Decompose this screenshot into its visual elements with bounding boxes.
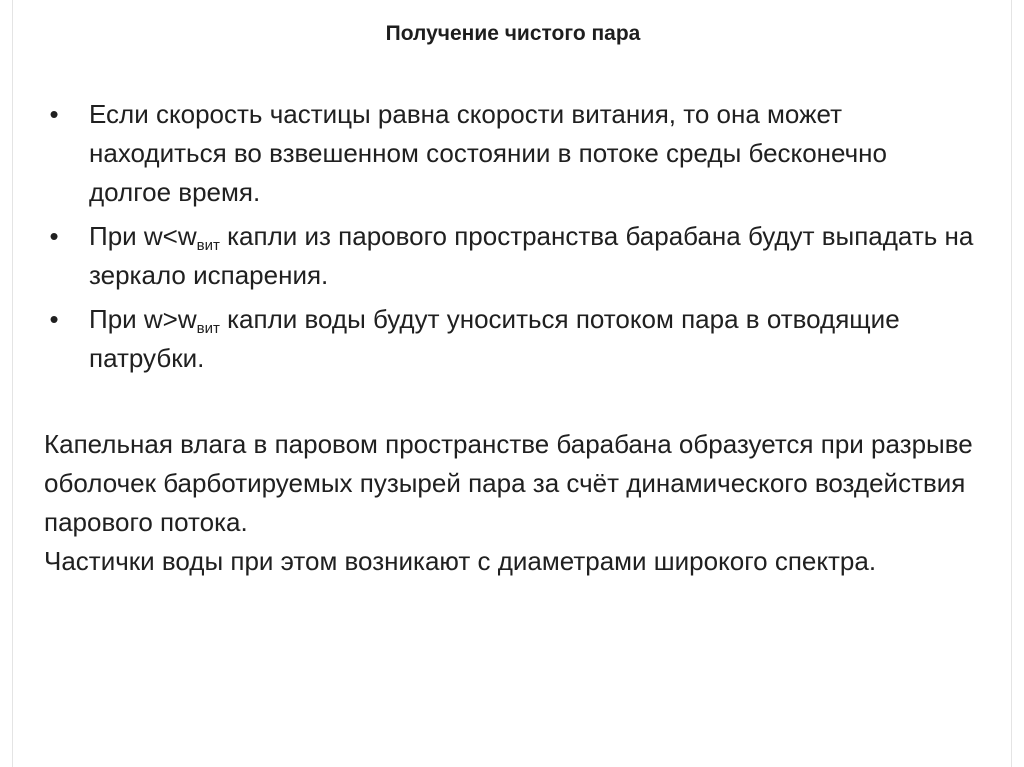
paragraph-particle-spectrum: Частички воды при этом возникают с диаметрами широкого спектра. — [44, 546, 877, 576]
bullet-text-end: капли из парового пространства барабана будут выпадать на зеркало испарения. — [89, 221, 974, 290]
slide — [12, 0, 1012, 767]
bullet-text-start: При w<w — [89, 221, 197, 251]
subscript-vit: вит — [196, 237, 220, 254]
bullet-text-end: капли воды будут уноситься потоком пара в отводящие патрубки. — [89, 304, 900, 373]
body-text — [44, 425, 984, 581]
bullet-item — [44, 217, 974, 295]
bullet-item — [44, 95, 974, 212]
bullet-text: Если скорость частицы равна скорости витания, то она может находиться во взвешенном состоянии в потоке среды бесконечно долгое время. — [89, 99, 887, 207]
bullet-marker: • — [49, 221, 59, 251]
subscript-vit: вит — [196, 320, 220, 337]
slide-title: Получение чистого пара — [385, 22, 641, 45]
bullet-marker: • — [49, 99, 59, 129]
paragraph-droplet-formation: Капельная влага в паровом пространстве барабана образуется при разрыве оболочек барботируемых пузырей пара за счёт динамического воздействия парового потока. — [44, 429, 973, 537]
bullet-item — [44, 300, 974, 378]
bullet-text-start: При w>w — [89, 304, 197, 334]
bullet-marker: • — [49, 304, 59, 334]
bullet-list — [44, 95, 974, 383]
